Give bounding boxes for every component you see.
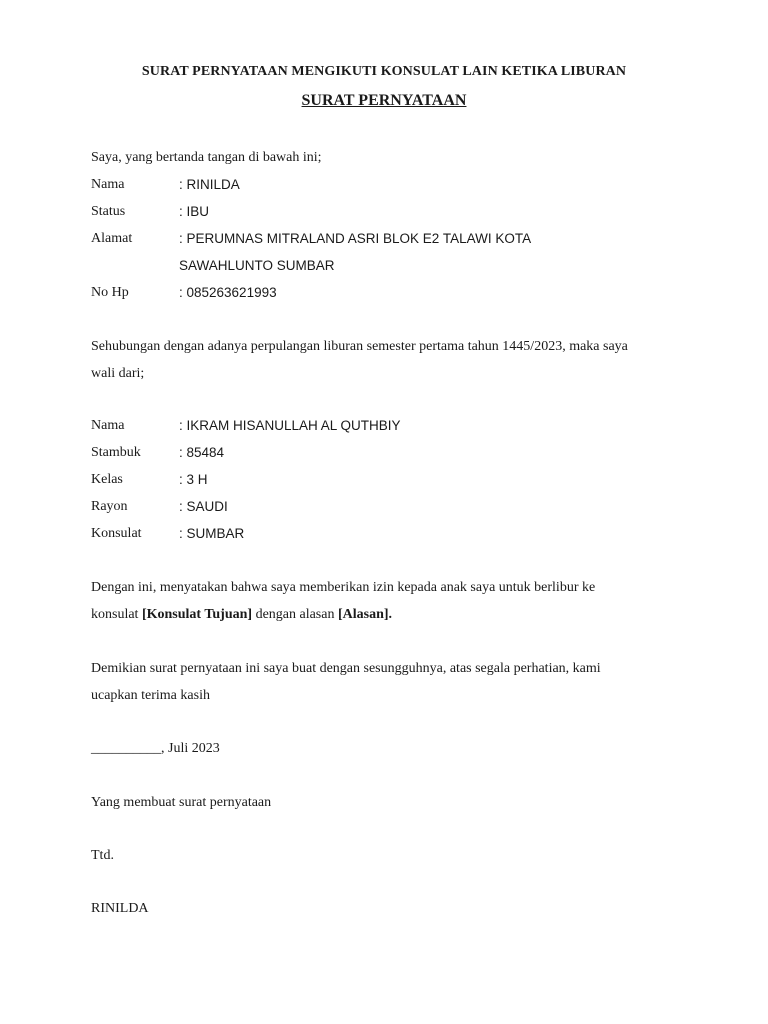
- student-konsulat-value: : SUMBAR: [179, 526, 245, 541]
- student-name-value: : IKRAM HISANULLAH AL QUTHBIY: [179, 418, 401, 433]
- student-stambuk-value: : 85484: [179, 445, 225, 460]
- parent-name-label: Nama: [91, 177, 125, 192]
- signer-name: RINILDA: [91, 901, 149, 916]
- closing-text-line1: Demikian surat pernyataan ini saya buat dengan sesungguhnya, atas segala perhatian, kami: [91, 661, 601, 676]
- statement-text-line2: [91, 606, 392, 624]
- student-class-value: : 3 H: [179, 472, 208, 487]
- parent-phone-label: No Hp: [91, 285, 129, 300]
- parent-phone-value: : 085263621993: [179, 285, 277, 300]
- student-name-label: Nama: [91, 418, 125, 433]
- statement-text-line1: Dengan ini, menyatakan bahwa saya memberikan izin kepada anak saya untuk berlibur ke: [91, 580, 596, 595]
- signer-label: Yang membuat surat pernyataan: [91, 795, 272, 810]
- intro-text: Saya, yang bertanda tangan di bawah ini;: [91, 150, 322, 165]
- student-stambuk-label: Stambuk: [91, 445, 141, 460]
- parent-name-value: : RINILDA: [179, 177, 240, 192]
- date-line: __________, Juli 2023: [91, 741, 220, 756]
- parent-status-value: : IBU: [179, 204, 210, 219]
- parent-address-value-line2: SAWAHLUNTO SUMBAR: [179, 258, 335, 273]
- reason-placeholder: [Alasan]: [337, 607, 389, 622]
- statement-middle: dengan alasan: [252, 607, 338, 622]
- student-konsulat-label: Konsulat: [91, 526, 142, 541]
- statement-end: .: [388, 607, 393, 622]
- document-subtitle: SURAT PERNYATAAN: [301, 92, 467, 109]
- student-class-label: Kelas: [91, 472, 123, 487]
- student-rayon-value: : SAUDI: [179, 499, 228, 514]
- relation-text-line1: Sehubungan dengan adanya perpulangan liburan semester pertama tahun 1445/2023, maka saya: [91, 339, 628, 354]
- parent-address-value-line1: : PERUMNAS MITRALAND ASRI BLOK E2 TALAWI KOTA: [179, 231, 532, 246]
- relation-text-line2: wali dari;: [91, 366, 145, 381]
- signature-placeholder: Ttd.: [91, 848, 114, 863]
- destination-konsulat-placeholder: [Konsulat Tujuan]: [141, 607, 253, 622]
- parent-status-label: Status: [91, 204, 126, 219]
- document-title: SURAT PERNYATAAN MENGIKUTI KONSULAT LAIN KETIKA LIBURAN: [141, 64, 627, 79]
- closing-text-line2: ucapkan terima kasih: [91, 688, 210, 703]
- statement-prefix: konsulat: [91, 607, 142, 622]
- parent-address-label: Alamat: [91, 231, 133, 246]
- student-rayon-label: Rayon: [91, 499, 128, 514]
